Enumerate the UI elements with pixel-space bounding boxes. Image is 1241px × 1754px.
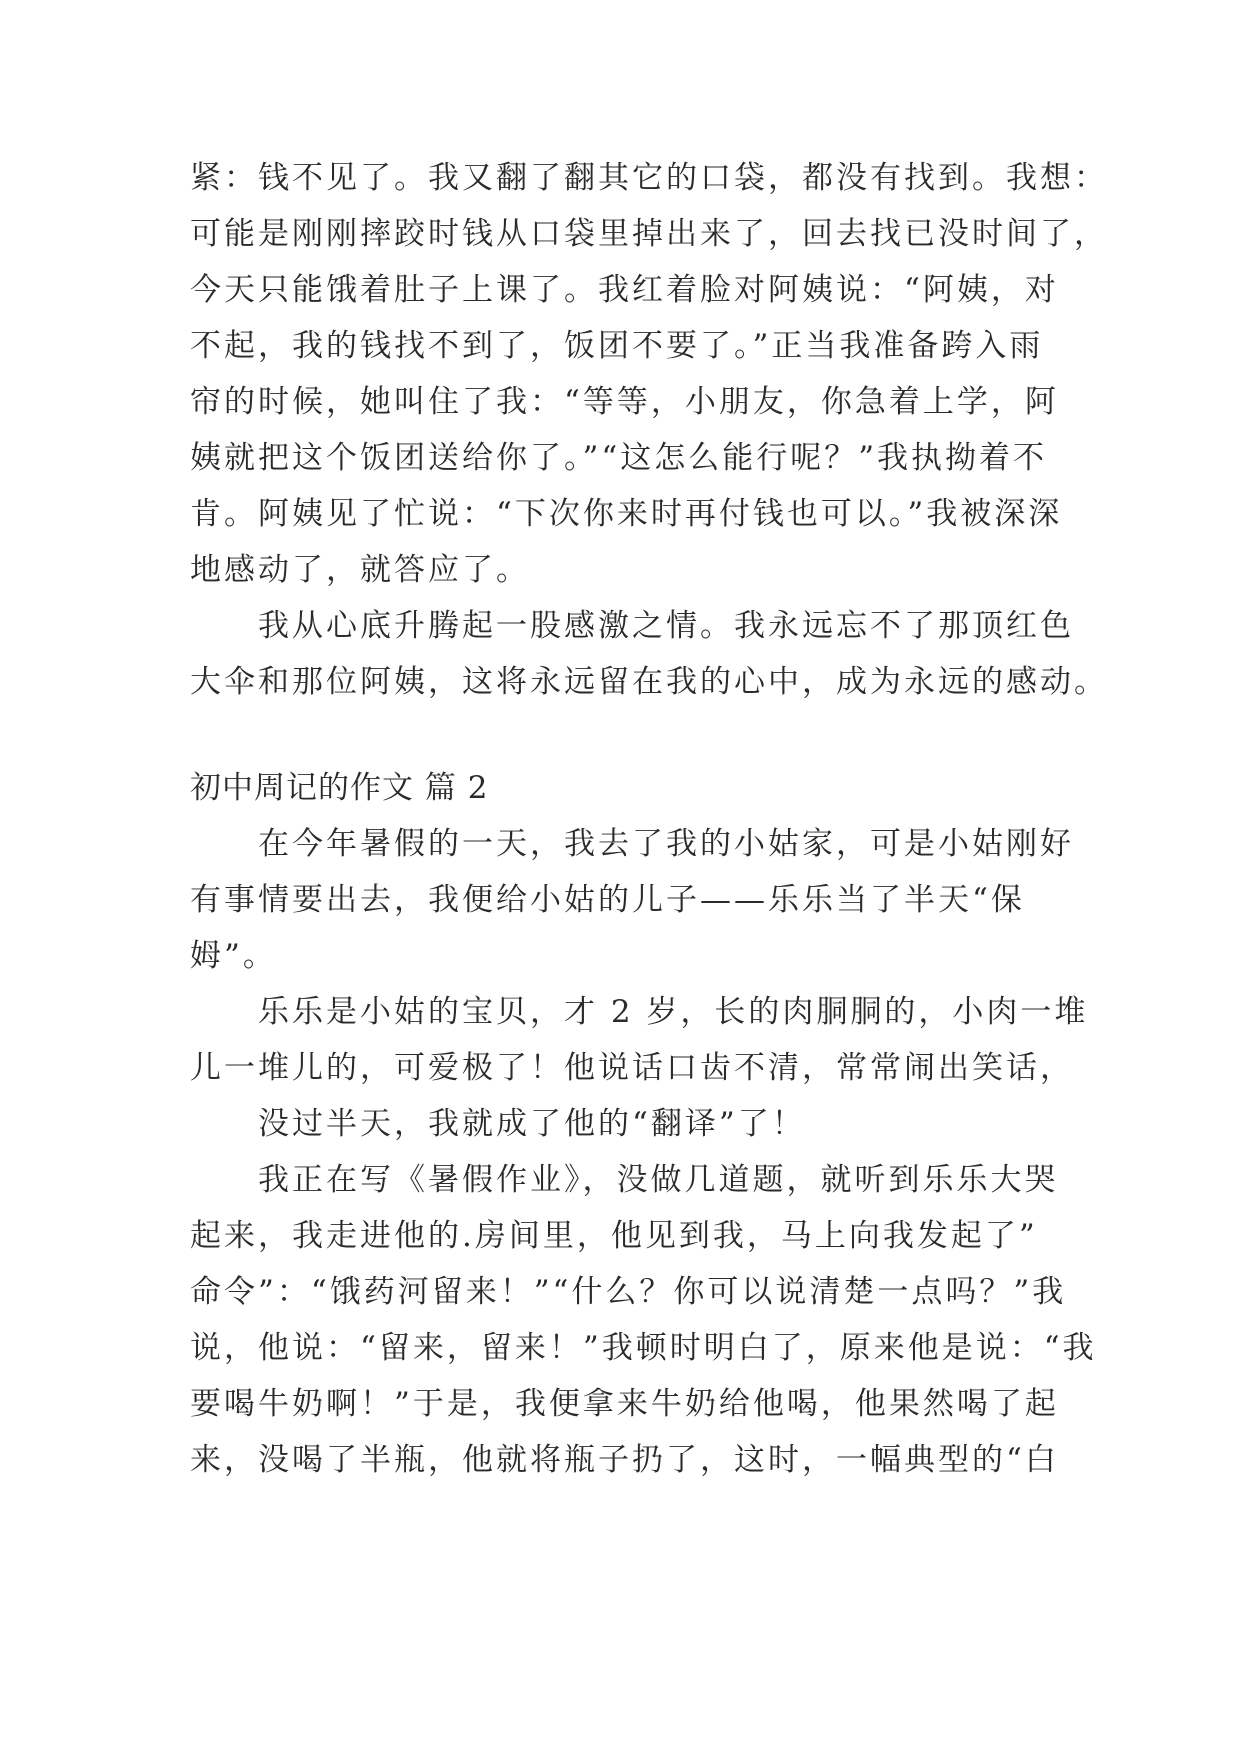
text-line: 说，他说：“留来，留来！”我顿时明白了，原来他是说：“我 <box>190 1330 1097 1366</box>
text-line: 不起，我的钱找不到了，饭团不要了。”正当我准备跨入雨 <box>190 328 1044 364</box>
text-line: 没过半天，我就成了他的“翻译”了！ <box>190 1106 806 1142</box>
text-line: 有事情要出去，我便给小姑的儿子——乐乐当了半天“保 <box>190 882 1025 918</box>
text-line: 命令”：“饿药河留来！”“什么？你可以说清楚一点吗？”我 <box>190 1274 1067 1310</box>
text-line: 乐乐是小姑的宝贝，才 2 岁，长的肉胴胴的，小肉一堆 <box>190 994 1089 1030</box>
section-heading: 初中周记的作文 篇 2 <box>190 770 489 806</box>
text-line: 儿一堆儿的，可爱极了！他说话口齿不清，常常闹出笑话， <box>190 1050 1074 1086</box>
text-line: 帘的时候，她叫住了我：“等等，小朋友，你急着上学，阿 <box>190 384 1059 420</box>
text-line: 我从心底升腾起一股感激之情。我永远忘不了那顶红色 <box>190 608 1074 644</box>
text-line: 紧：钱不见了。我又翻了翻其它的口袋，都没有找到。我想： <box>190 160 1108 196</box>
text-line: 起来，我走进他的.房间里，他见到我，马上向我发起了” <box>190 1218 1038 1254</box>
text-line: 我正在写《暑假作业》，没做几道题，就听到乐乐大哭 <box>190 1162 1059 1198</box>
text-line: 大伞和那位阿姨，这将永远留在我的心中，成为永远的感动。 <box>190 664 1108 700</box>
text-line: 今天只能饿着肚子上课了。我红着脸对阿姨说：“阿姨，对 <box>190 272 1059 308</box>
text-line: 在今年暑假的一天，我去了我的小姑家，可是小姑刚好 <box>190 826 1074 862</box>
text-line: 肯。阿姨见了忙说：“下次你来时再付钱也可以。”我被深深 <box>190 496 1063 532</box>
text-line: 姆”。 <box>190 938 277 974</box>
text-line: 地感动了，就答应了。 <box>190 552 530 588</box>
text-line: 可能是刚刚摔跤时钱从口袋里掉出来了，回去找已没时间了， <box>190 216 1108 252</box>
text-line: 姨就把这个饭团送给你了。”“这怎么能行呢？”我执拗着不 <box>190 440 1048 476</box>
text-line: 要喝牛奶啊！”于是，我便拿来牛奶给他喝，他果然喝了起 <box>190 1386 1059 1422</box>
text-line: 来，没喝了半瓶，他就将瓶子扔了，这时，一幅典型的“白 <box>190 1442 1059 1478</box>
